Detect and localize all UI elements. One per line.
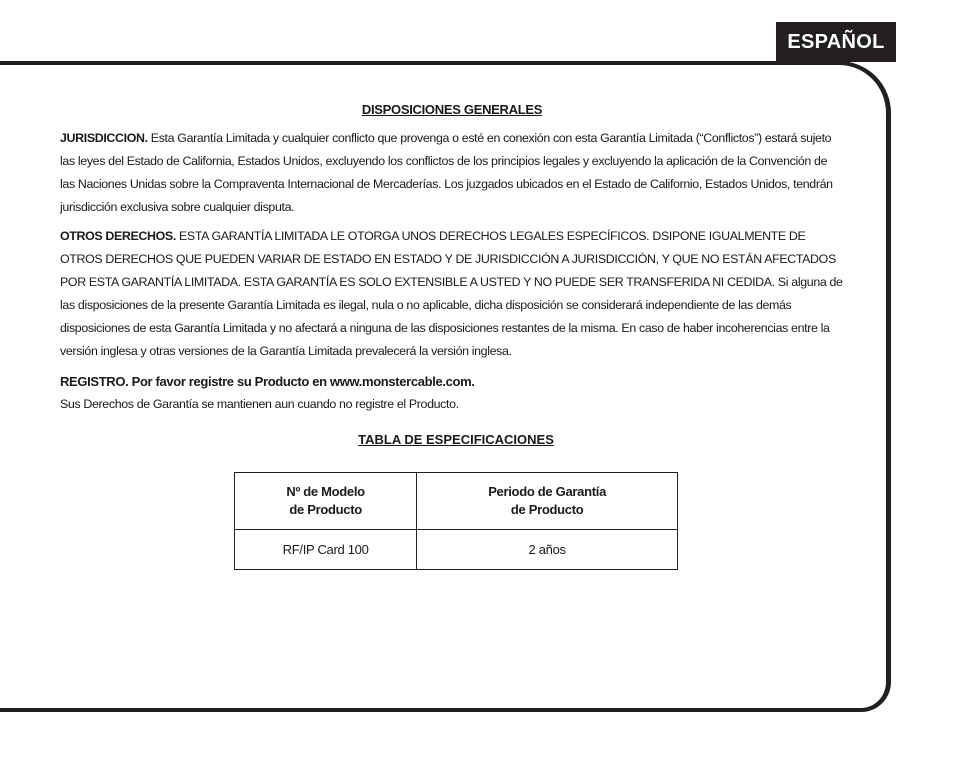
- jurisdiction-lead: JURISDICCION.: [60, 131, 148, 145]
- spec-table-heading: TABLA DE ESPECIFICACIONES: [358, 432, 554, 447]
- model-cell: RF/IP Card 100: [235, 530, 417, 570]
- period-column-header: [417, 473, 678, 530]
- general-provisions: [60, 98, 844, 424]
- model-header-line2: de Producto: [289, 502, 362, 517]
- model-column-header: [235, 473, 417, 530]
- registration-line: REGISTRO. Por favor registre su Producto en www.monstercable.com.: [60, 374, 475, 389]
- rights-lead: OTROS DERECHOS.: [60, 229, 176, 243]
- rights-text: ESTA GARANTÍA LIMITADA LE OTORGA UNOS DERECHOS LEGALES ESPECÍFICOS. DSIPONE IGUALMENTE DE OTROS DERECHOS QUE PUEDEN VARIAR DE ESTADO EN ESTADO Y DE JURISDICCIÓN A JURISDICCIÓN, Y QUE NO ESTÁN AFECTADOS POR ESTA GARANTÍA LIMITADA. ESTA GARANTÍA ES SOLO EXTENSIBLE A USTED Y NO PUEDE SER TRANSFERIDA NI CEDIDA. Si alguna de las disposiciones de la presente Garantía Limitada es ilegal, nula o no aplicable, dicha disposición se considerará independiente de las demás disposiciones de esta Garantía Limitada y no afectará a ninguna de las disposiciones restantes de la misma. En caso de haber incoherencias entre la versión inglesa y otras versiones de la Garantía Limitada prevalecerá la versión inglesa.: [60, 229, 843, 358]
- table-row: [235, 530, 678, 570]
- period-header-line1: Periodo de Garantía: [488, 484, 607, 499]
- period-cell: 2 años: [417, 530, 678, 570]
- jurisdiction-paragraph: [60, 127, 844, 219]
- spec-table-header-row: [235, 473, 678, 530]
- registration-note: Sus Derechos de Garantía se mantienen aun cuando no registre el Producto.: [60, 397, 459, 411]
- model-header-line1: Nº de Modelo: [286, 484, 365, 499]
- language-tab: ESPAÑOL: [776, 22, 896, 62]
- spec-table: [234, 472, 678, 570]
- period-header-line2: de Producto: [510, 502, 584, 517]
- jurisdiction-text: Esta Garantía Limitada y cualquier conflicto que provenga o esté en conexión con esta Garantía Limitada (“Conflictos”) estará sujeto las leyes del Estado de California, Estados Unidos, excluyendo los conflictos de los principios legales y excluyendo la aplicación de la Convención de las Naciones Unidas sobre la Compraventa Internacional de Mercaderías. Los juzgados ubicados en el Estado de Californio, Estados Unidos, tendrán jurisdicción exclusiva sobre cualquier disputa.: [60, 131, 833, 214]
- general-heading: DISPOSICIONES GENERALES: [361, 102, 543, 117]
- rights-paragraph: [60, 225, 844, 363]
